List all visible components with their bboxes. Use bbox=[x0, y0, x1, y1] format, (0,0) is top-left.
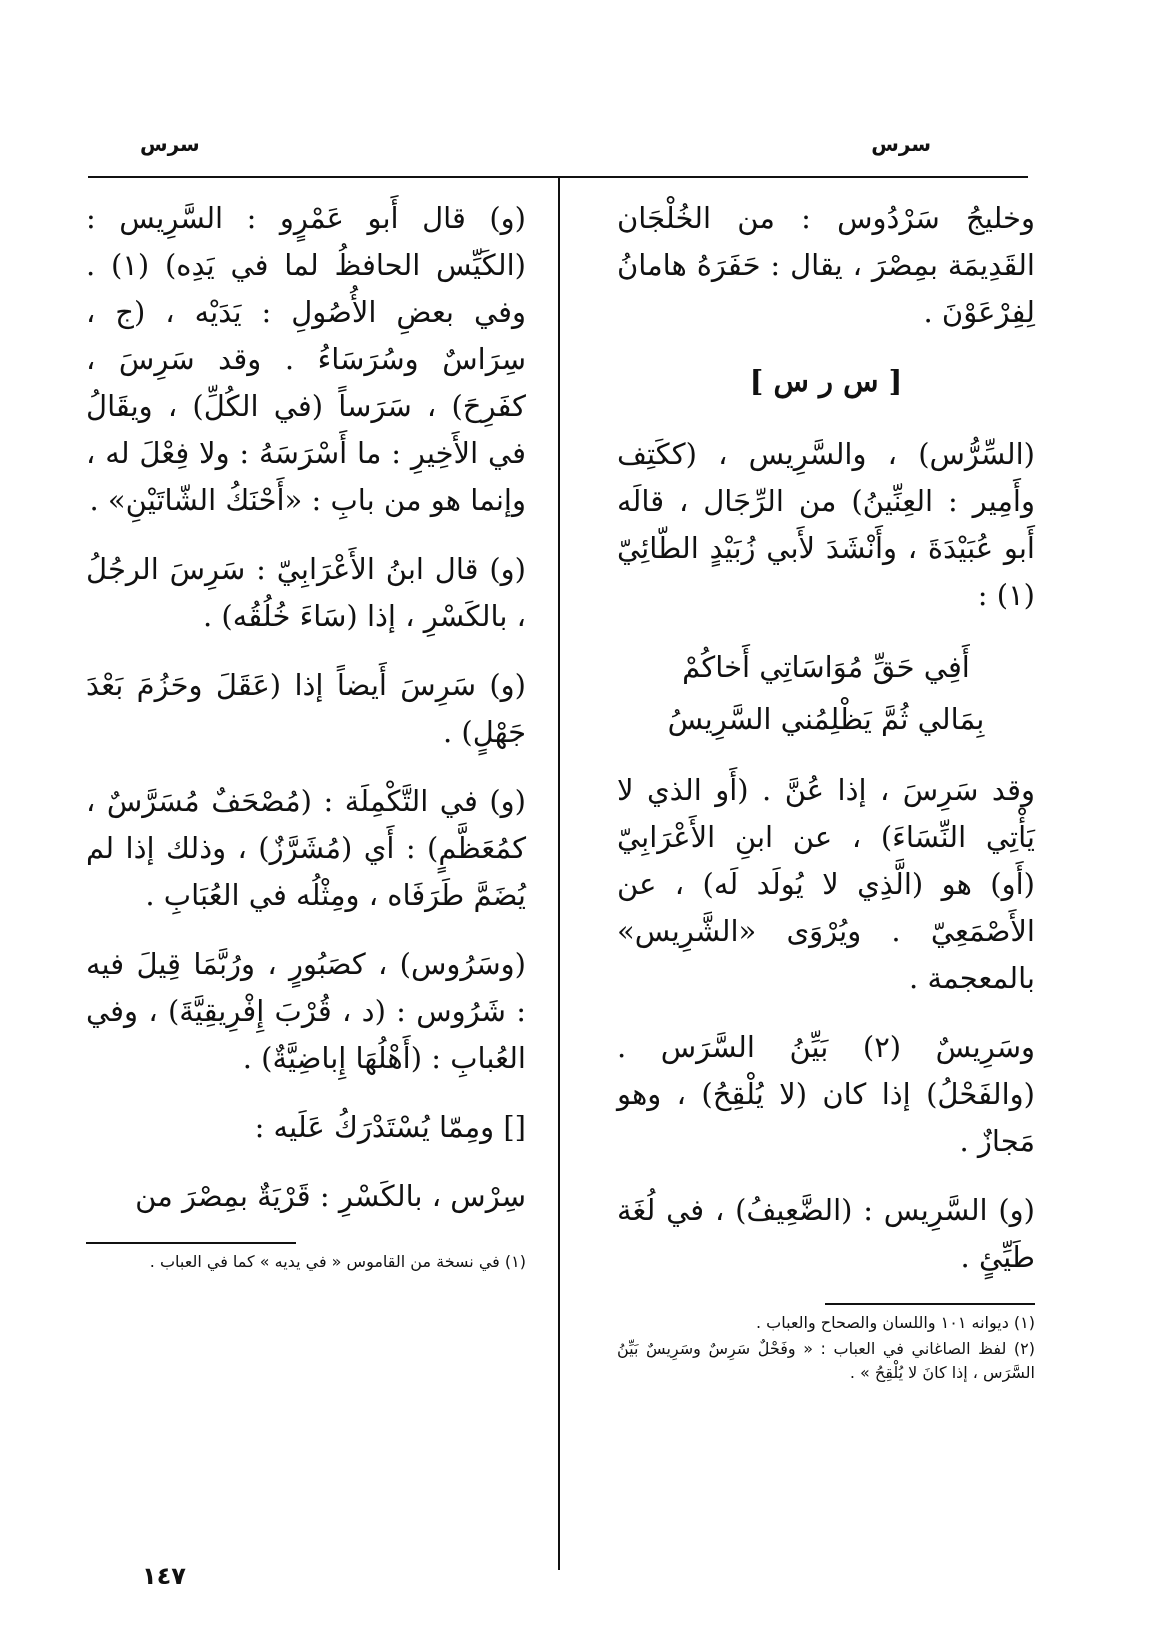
footnote: (٢) لفظ الصاغاني في العباب : « وفَحْلٌ سَرِسٌ وسَرِيسٌ بَيِّنُ السَّرَس ، إذا كانَ لا يُلْقِحُ » . bbox=[617, 1339, 1035, 1382]
entry-paragraph: [] ومِمّا يُسْتَدْرَكُ عَلَيه : bbox=[254, 1110, 526, 1144]
entry-paragraph: وسَرِيسٌ (٢) بَيِّنُ السَّرَس . (والفَحْلُ) إذا كان (لا يُلْقِحُ) ، وهو مَجازٌ . bbox=[617, 1030, 1035, 1158]
entry-paragraph: وخليجُ سَرْدُوس : من الخُلْجَان القَدِيمَة بمِصْرَ ، يقال : حَفَرَهُ هامانُ لِفِرْعَوْنَ . bbox=[617, 201, 1035, 329]
entry-paragraph: سِرْس ، بالكَسْرِ : قَرْيَةٌ بمِصْرَ من bbox=[135, 1179, 526, 1213]
footnotes-right bbox=[617, 1311, 1035, 1385]
page-number: ١٤٧ bbox=[142, 1562, 186, 1590]
entry-paragraph: (السِّرُّس) ، والسَّرِيس ، (ككَتِف وأَمِير : العِنِّينُ) من الرِّجَال ، قالَه أَبو عُبَيْدَةَ ، وأَنْشَدَ لأَبي زُبَيْدٍ الطّائِيّ (١) : bbox=[617, 437, 1035, 612]
right-column bbox=[617, 195, 1035, 1387]
footnotes-left bbox=[86, 1250, 526, 1274]
column-divider bbox=[558, 178, 560, 1570]
verse-line: بِمَالي ثُمَّ يَظْلِمُني السَّرِيسُ bbox=[667, 702, 985, 736]
entry-paragraph: (و) السَّرِيس : (الضَّعِيفُ) ، في لُغَة طَيِّئٍ . bbox=[617, 1193, 1035, 1274]
entry-paragraph: (و) قال ابنُ الأَعْرَابِيّ : سَرِسَ الرجُلُ ، بالكَسْرِ ، إذا (سَاءَ خُلُقُه) . bbox=[86, 552, 526, 633]
footnote: (١) في نسخة من القاموس « في يديه » كما في العباب . bbox=[149, 1252, 526, 1271]
entry-paragraph: (و) في التَّكْمِلَة : (مُصْحَفٌ مُسَرَّسٌ ، كمُعَظَّمٍ) : أَي (مُشَرَّزٌ) ، وذلك إذا لم يُضَمَّ طَرَفَاه ، ومِثْلُه في العُبَابِ . bbox=[86, 784, 526, 912]
verse-line: أَفِي حَقِّ مُوَاسَاتِي أَخاكُمْ bbox=[682, 650, 970, 684]
entry-paragraph: (و) قال أَبو عَمْرٍو : السَّرِيس : (الكَيِّس الحافظُ لما في يَدِه) (١) . وفي بعضِ الأُصُولِ : يَدَيْه ، (ج ، سِرَاسٌ وسُرَسَاءُ . وقد سَرِسَ ، كفَرِحَ) ، سَرَساً (في الكُلِّ) ، ويقَالُ في الأَخِيرِ : ما أَسْرَسَهُ : ولا فِعْلَ له ، وإنما هو من بابِ : «أَحْنَكُ الشّاتَيْنِ» . bbox=[86, 201, 526, 517]
root-heading: [ س ر س ] bbox=[749, 364, 903, 398]
entry-paragraph: (وسَرُوس) ، كصَبُورٍ ، ورُبَّمَا قِيلَ فيه : شَرُوس : (د ، قُرْبَ إِفْرِيقِيَّةَ) ، وفي العُبابِ : (أَهْلُهَا إِباضِيَّةٌ) . bbox=[86, 947, 526, 1075]
running-head-left: سرس bbox=[140, 132, 200, 156]
footnote-rule bbox=[825, 1303, 1035, 1305]
entry-paragraph: (و) سَرِسَ أَيضاً إذا (عَقَلَ وحَزُمَ بَعْدَ جَهْلٍ) . bbox=[86, 668, 526, 749]
poetry-verse bbox=[617, 641, 1035, 745]
entry-paragraph: وقد سَرِسَ ، إذا عُنَّ . (أَو الذي لا يَأْتِي النِّسَاءَ) ، عن ابنِ الأَعْرَابِيّ (أَو) هو (الَّذِي لا يُولَد لَه) ، عن الأَصْمَعِيّ . ويُرْوَى «الشَّرِيس» بالمعجمة . bbox=[617, 773, 1035, 995]
footnote-rule bbox=[86, 1242, 296, 1244]
running-head-right: سرس bbox=[871, 132, 931, 156]
left-column bbox=[86, 195, 526, 1276]
footnote: (١) ديوانه ١٠١ واللسان والصحاح والعباب . bbox=[755, 1313, 1035, 1332]
